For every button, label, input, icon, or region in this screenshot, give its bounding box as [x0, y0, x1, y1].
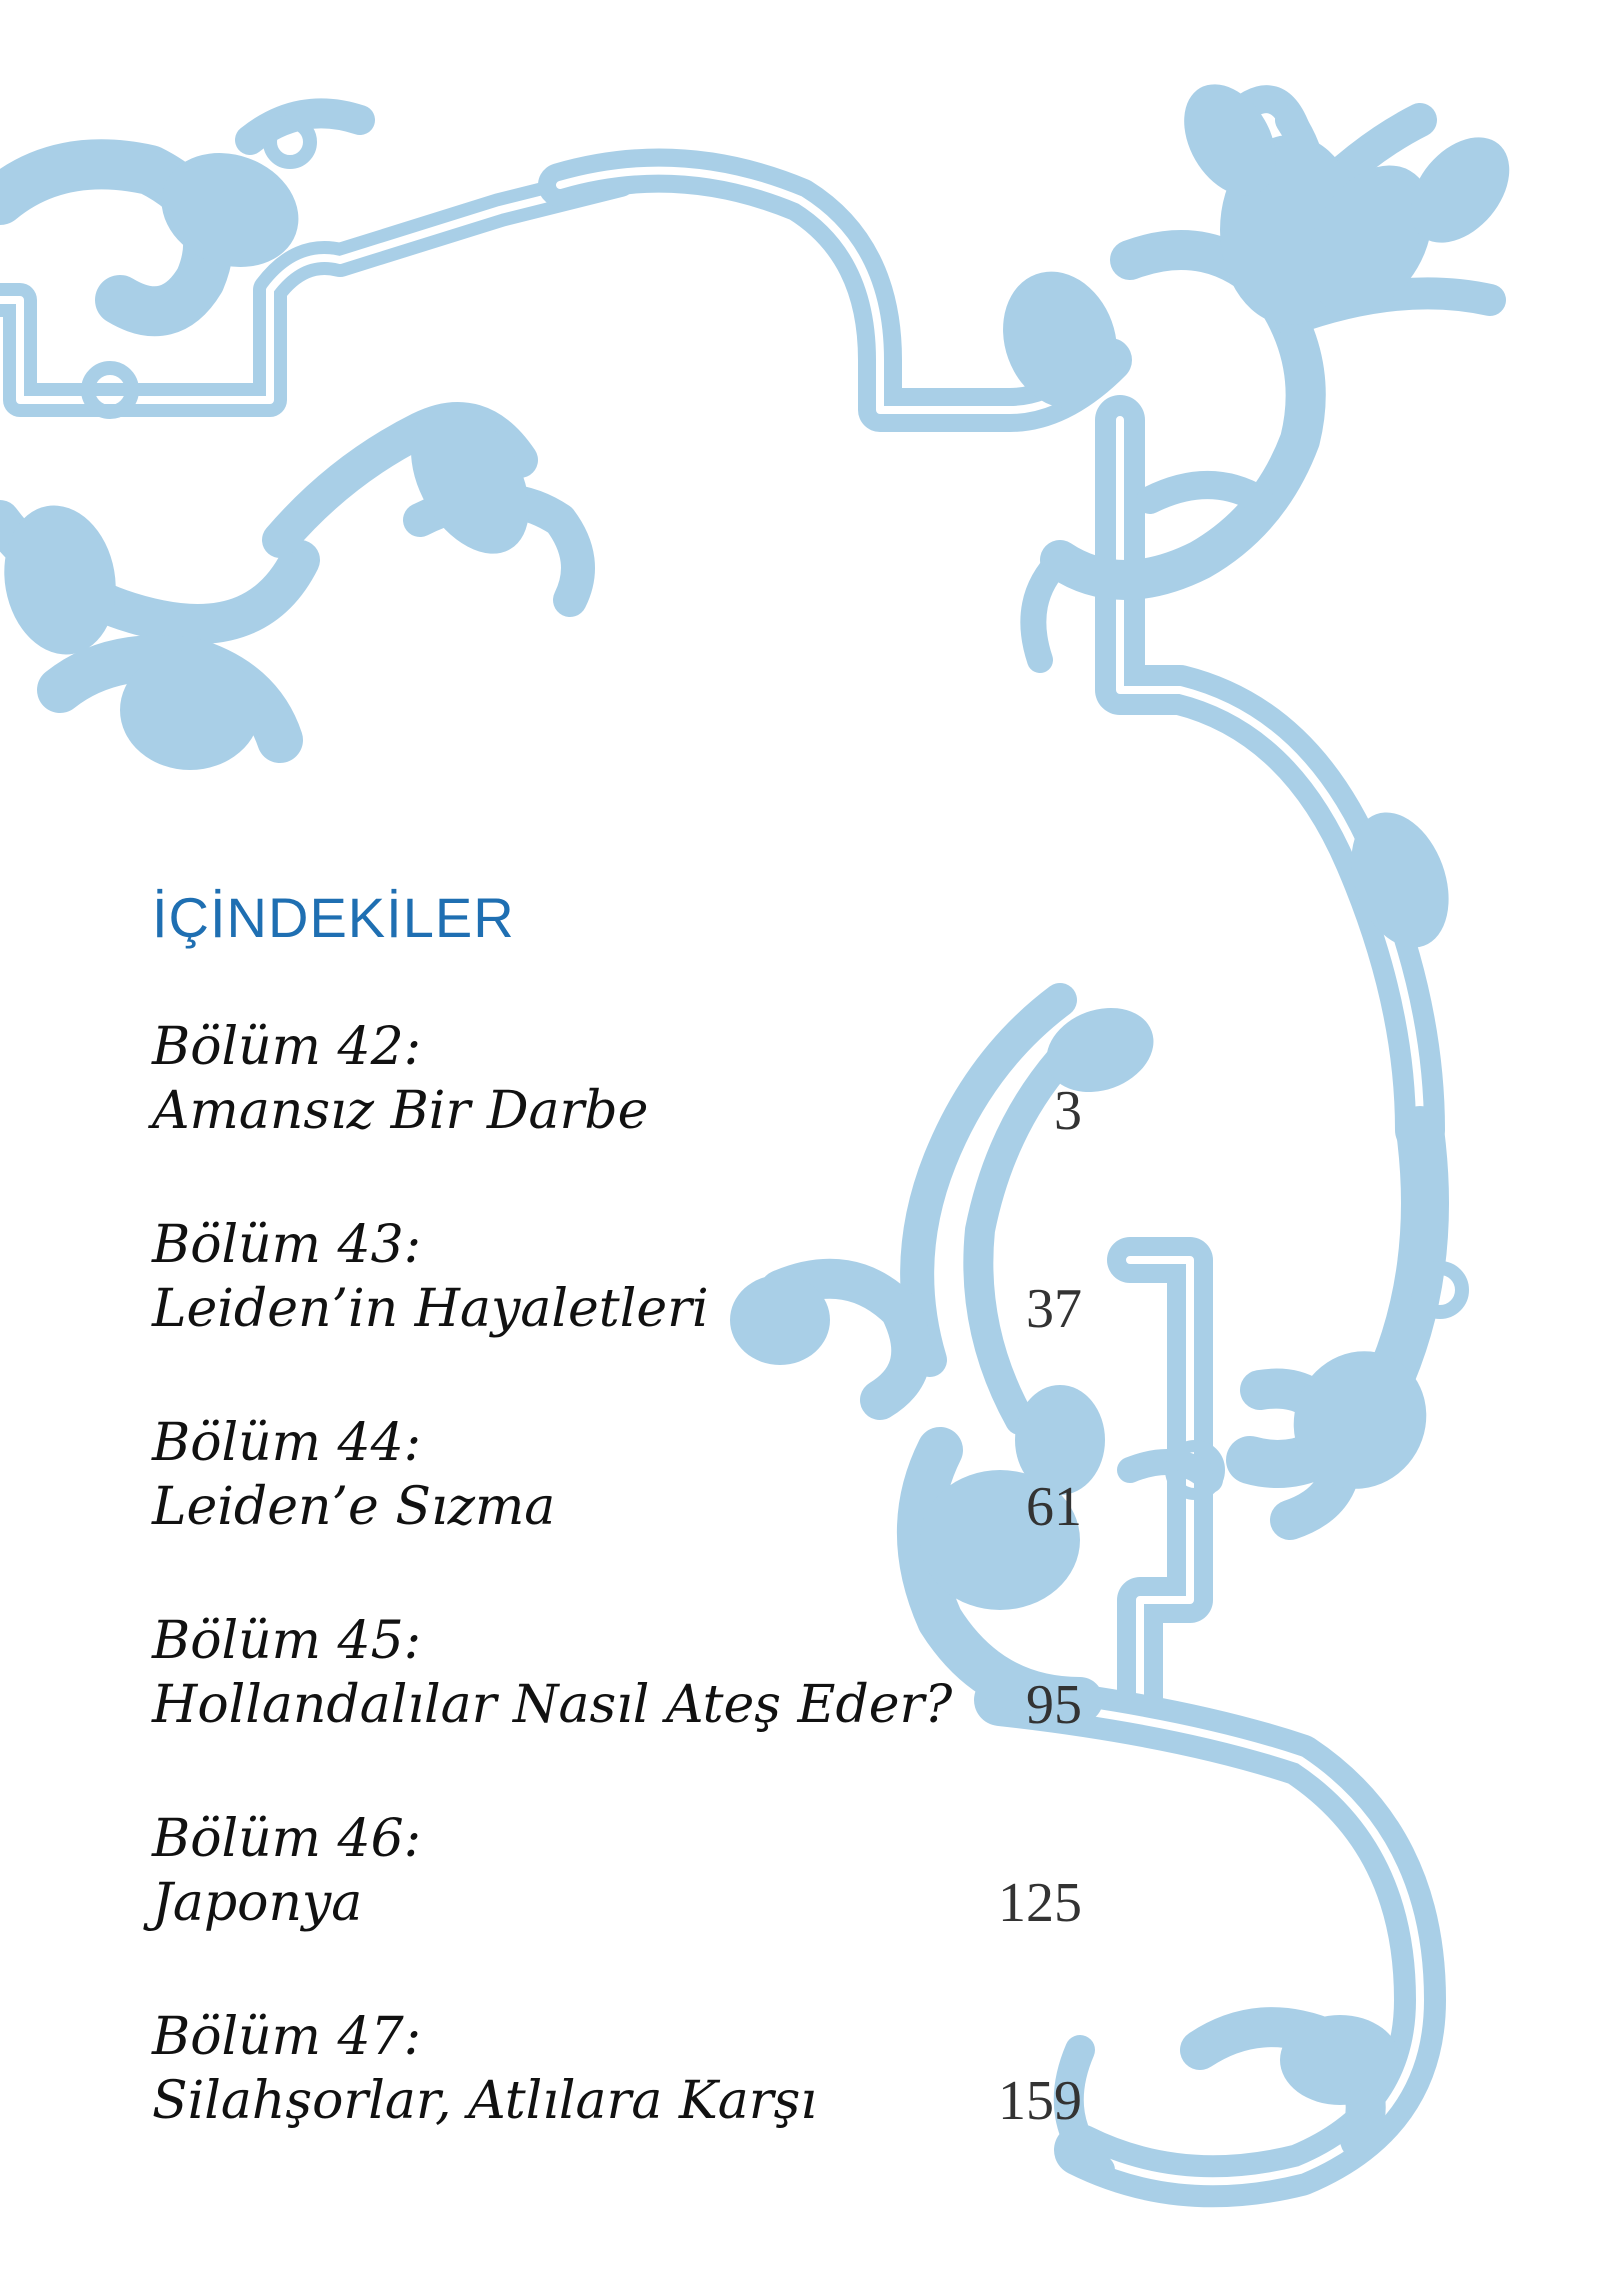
chapter-label: Bölüm 47:	[152, 2007, 422, 2067]
chapter-label: Bölüm 42:	[152, 1017, 422, 1077]
chapter-title: Hollandalılar Nasıl Ateş Eder?	[152, 1675, 953, 1735]
chapter-title: Silahşorlar, Atlılara Karşı	[152, 2071, 817, 2131]
page-number: 125	[998, 1872, 1082, 1934]
chapter-title: Leiden’in Hayaletleri	[152, 1279, 709, 1339]
chapter-label: Bölüm 43:	[152, 1215, 422, 1275]
toc-entry[interactable]	[152, 1213, 1082, 1411]
toc-list	[152, 1015, 1082, 2203]
chapter-label: Bölüm 46:	[152, 1809, 422, 1869]
chapter-label: Bölüm 45:	[152, 1611, 422, 1671]
chapter-title: Amansız Bir Darbe	[152, 1081, 649, 1141]
toc-entry[interactable]	[152, 1015, 1082, 1213]
page-number: 95	[1026, 1674, 1082, 1736]
page-number: 37	[1026, 1278, 1082, 1340]
toc-entry[interactable]	[152, 1411, 1082, 1609]
chapter-label: Bölüm 44:	[152, 1413, 422, 1473]
page-number: 3	[1054, 1080, 1082, 1142]
toc-heading: İÇİNDEKİLER	[152, 886, 515, 949]
chapter-title: Leiden’e Sızma	[152, 1477, 556, 1537]
page-number: 61	[1026, 1476, 1082, 1538]
toc-entry[interactable]	[152, 1807, 1082, 2005]
chapter-title: Japonya	[152, 1873, 363, 1933]
page-number: 159	[998, 2070, 1082, 2132]
toc-entry[interactable]	[152, 1609, 1082, 1807]
toc-entry[interactable]	[152, 2005, 1082, 2203]
